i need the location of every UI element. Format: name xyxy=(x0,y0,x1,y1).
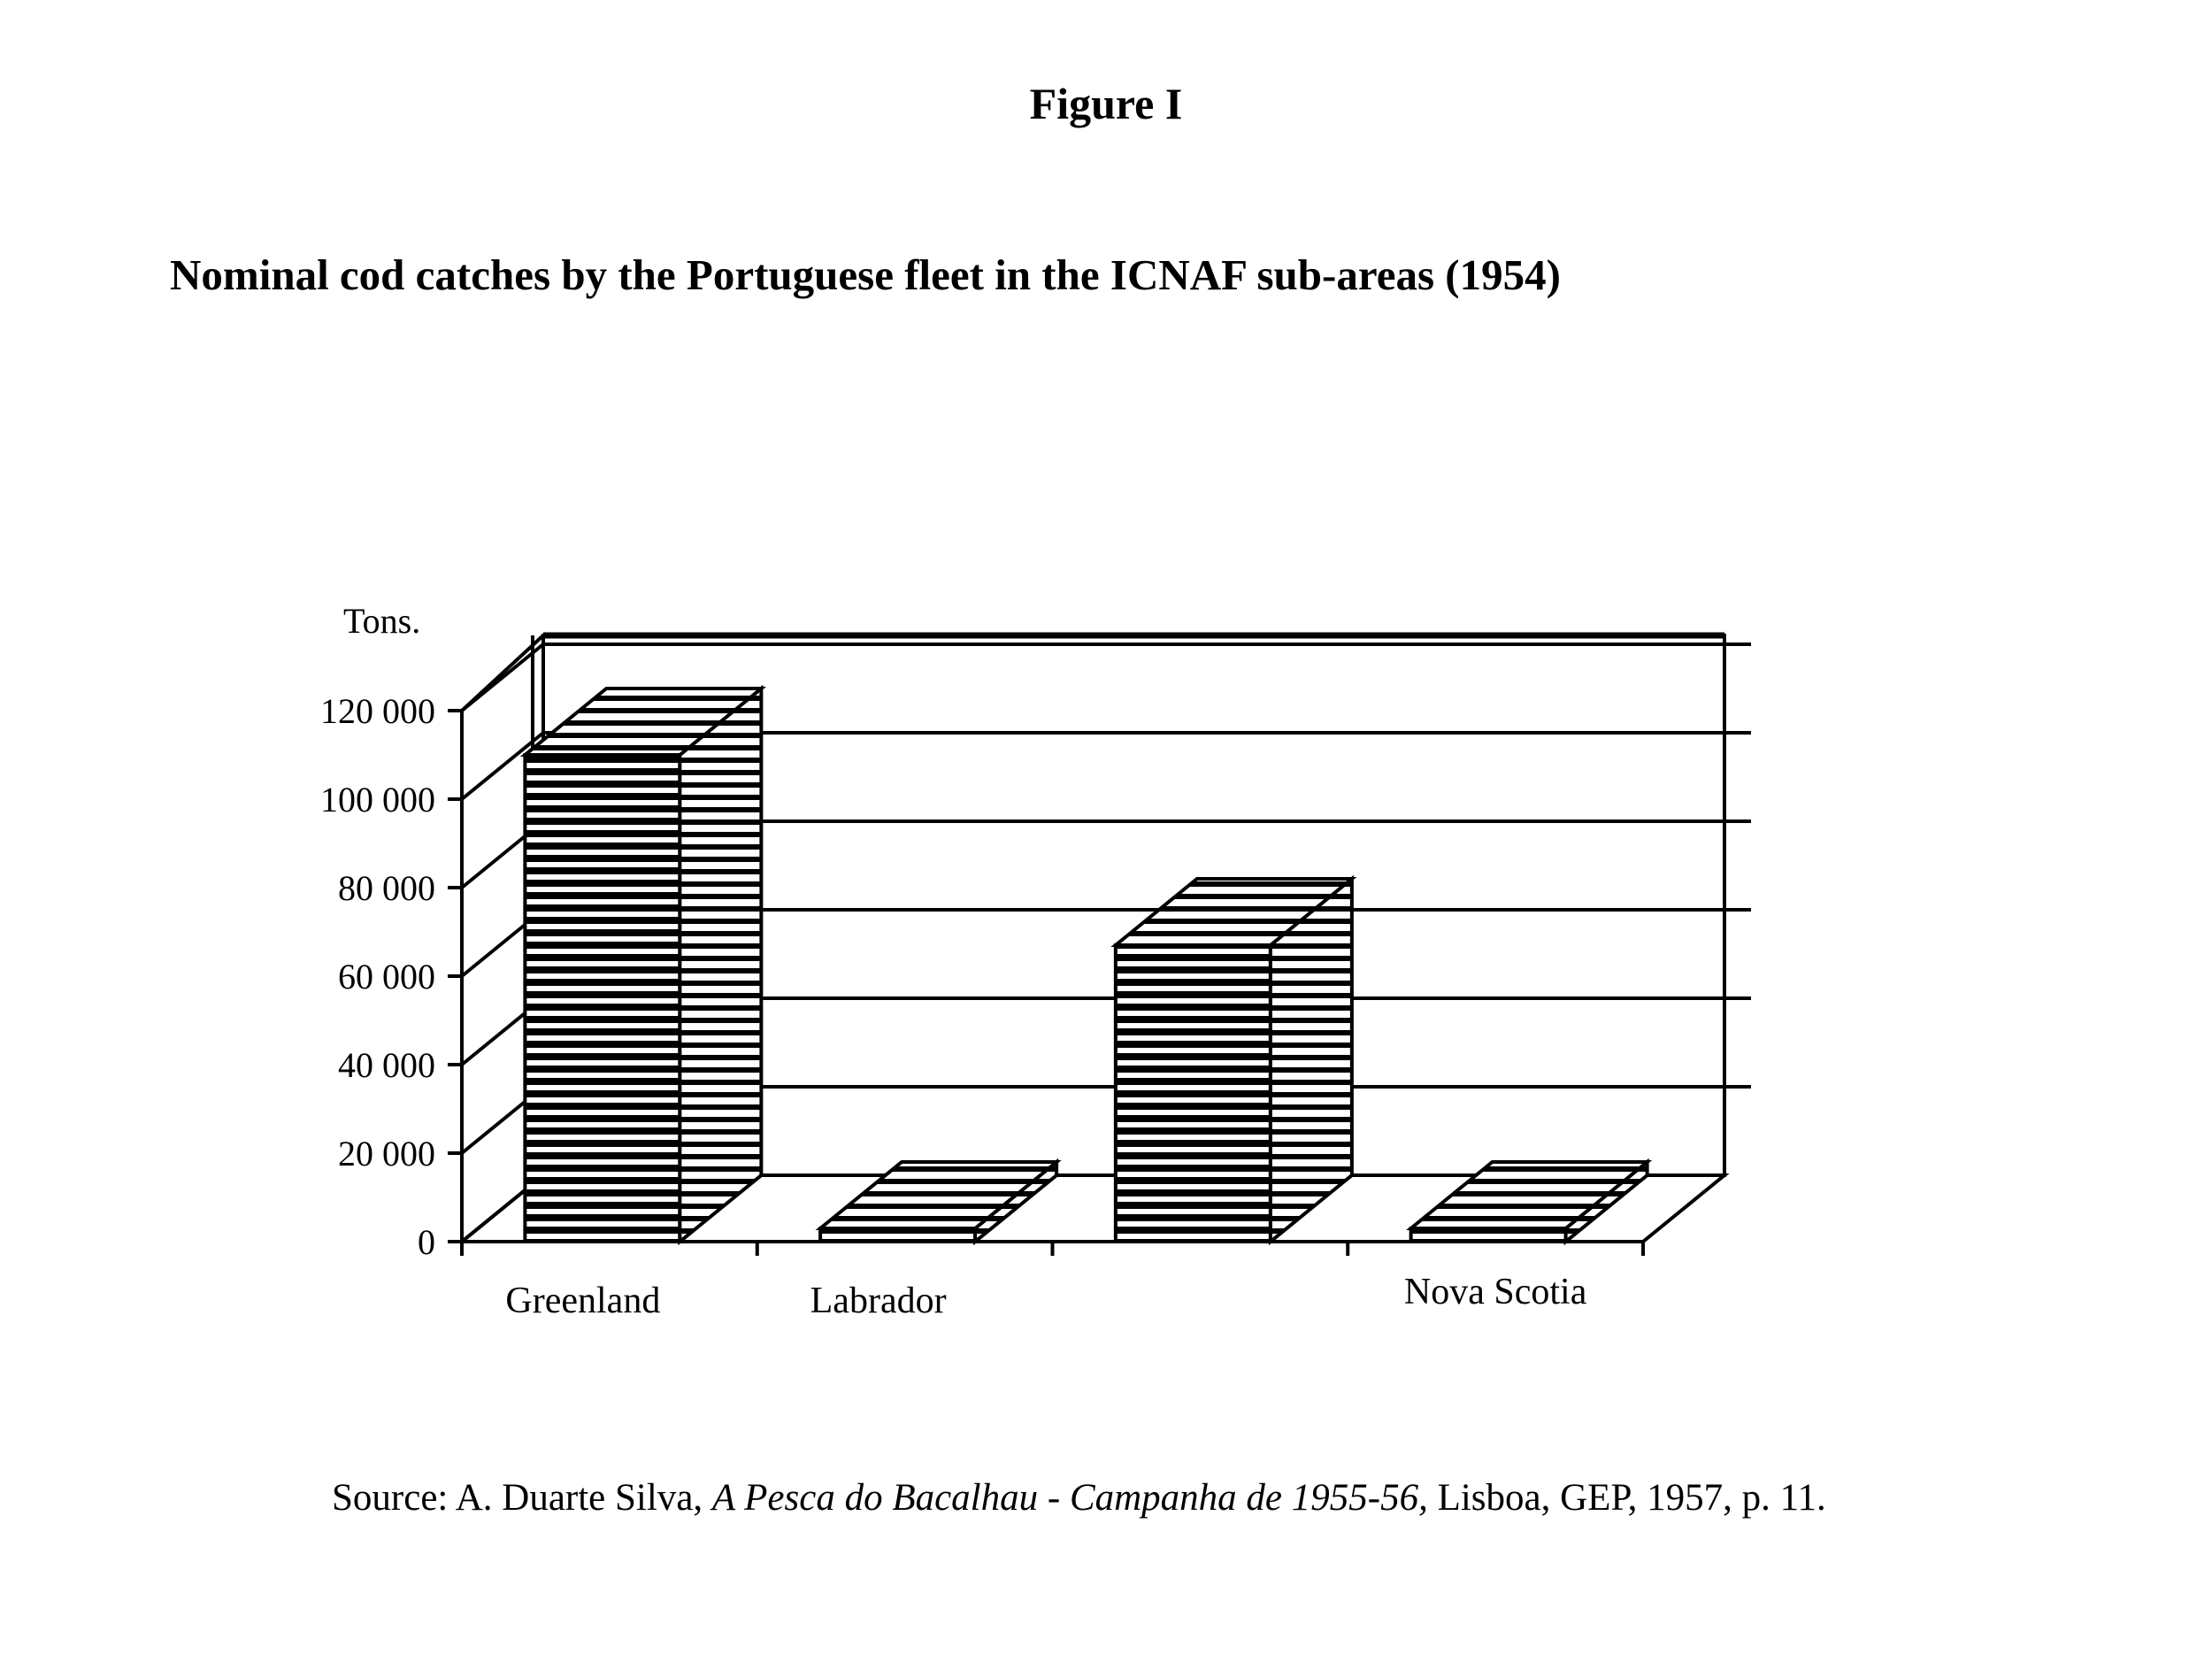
bar xyxy=(1116,879,1352,1242)
bar-side xyxy=(680,689,761,1242)
x-category-label: Nova Scotia xyxy=(1403,1272,1587,1312)
y-tick-label: 20 000 xyxy=(338,1134,435,1173)
bar-front xyxy=(1116,945,1271,1242)
bar-front xyxy=(820,1228,975,1242)
source-citation xyxy=(332,1476,1826,1520)
y-tick-label: 60 000 xyxy=(338,957,435,996)
y-axis-label: Tons. xyxy=(343,601,421,641)
bar-front xyxy=(525,755,680,1242)
y-tick-label: 100 000 xyxy=(320,780,435,819)
bar-front xyxy=(1411,1228,1566,1242)
x-category-label: Greenland xyxy=(505,1281,661,1321)
y-tick-label: 0 xyxy=(418,1222,435,1262)
y-tick-label: 80 000 xyxy=(338,868,435,908)
y-tick-label: 40 000 xyxy=(338,1045,435,1085)
chart-title: Nominal cod catches by the Portuguese fleet in the ICNAF sub-areas (1954) xyxy=(170,250,1561,299)
source-work-title: A Pesca do Bacalhau - Campanha de 1955-56, xyxy=(711,1477,1428,1519)
source-prefix: Source: A. Duarte Silva, xyxy=(332,1477,712,1519)
y-tick-label: 120 000 xyxy=(320,691,435,731)
figure-label: Figure I xyxy=(1029,79,1183,128)
bar xyxy=(525,689,761,1242)
x-category-label: Labrador xyxy=(810,1281,947,1321)
source-suffix: Lisboa, GEP, 1957, p. 11. xyxy=(1427,1477,1826,1519)
